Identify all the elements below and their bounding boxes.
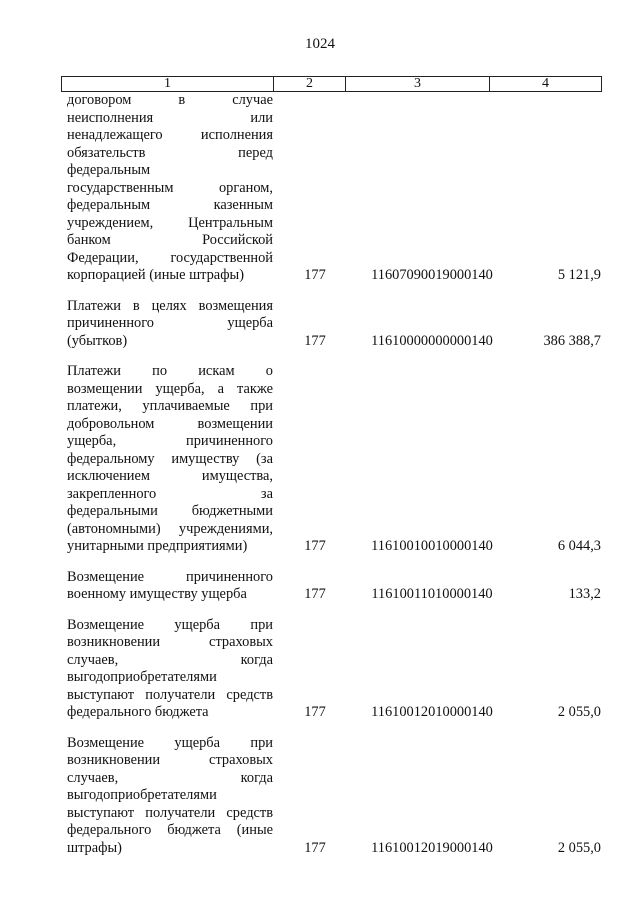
row-name-line: государственным органом, [67,179,273,196]
row-name-line: причиненного ущерба [67,315,273,331]
row-name-line: выгодоприобретателями [67,787,217,803]
row-amount: 2 055,0 [557,704,601,720]
table-row [61,617,601,722]
row-name-line: добровольном возмещении [67,415,273,432]
column-header-2: 2 [274,77,346,92]
row-admin-code: 177 [304,538,326,554]
row-name [61,363,273,556]
row-budget-code: 11610012019000140 [371,839,493,856]
row-name [61,617,273,722]
row-name-line: (автономными) учреждениями, [67,520,273,537]
row-name-line: ущерба, причиненного [67,433,273,449]
table-header [61,76,602,92]
row-name-line: федеральному имуществу (за [67,450,273,467]
row-name-line: обязательств перед [67,144,273,161]
row-budget-code: 11610012010000140 [371,704,493,720]
row-name-line: выступают получатели средств [67,686,273,703]
row-name-line: возмещении ущерба, а также [67,380,273,397]
row-name-line: (убытков) [67,332,128,349]
row-name-line: корпорацией (иные штрафы) [67,267,244,283]
row-name-line: выступают получатели средств [67,804,273,821]
row-name-line: возникновении страховых [67,634,273,650]
table-body [61,92,601,870]
row-admin-code: 177 [304,267,326,283]
row-admin-code: 177 [304,332,326,349]
row-name-line: случаев, когда [67,769,273,786]
row-name-line: исключением имущества, [67,468,273,484]
row-budget-code: 11610000000000140 [371,332,493,349]
row-name-line: Возмещение причиненного [67,568,273,585]
table-row [61,298,601,351]
row-amount: 386 388,7 [543,332,601,349]
column-header-4: 4 [490,77,602,92]
row-name-line: случаев, когда [67,651,273,668]
row-amount: 133,2 [568,586,601,602]
row-name [61,92,273,285]
row-amount: 5 121,9 [557,267,601,283]
row-name-line: Платежи в целях возмещения [67,297,273,314]
row-name-line: неисполнения или [67,109,273,126]
row-name-line: Возмещение ущерба при [67,734,273,751]
row-admin-code: 177 [304,704,326,720]
row-name-line: Платежи по искам о [67,363,273,379]
row-name-line: военному имуществу ущерба [67,586,247,602]
row-name-line: федеральными бюджетными [67,503,273,519]
row-name-line: федеральным казенным [67,197,273,213]
row-name-line: Федерации, государственной [67,249,273,266]
row-name-line: закрепленного за [67,485,273,502]
row-admin-code: 177 [304,586,326,602]
row-name-line: унитарными предприятиями) [67,538,248,554]
table-row [61,363,601,556]
column-header-3: 3 [346,77,490,92]
row-budget-code: 11607090019000140 [371,267,493,283]
page-number: 1024 [305,36,335,52]
row-amount: 2 055,0 [557,839,601,856]
row-name-line: ненадлежащего исполнения [67,127,273,143]
row-name-line: договором в случае [67,92,273,108]
row-name-line: возникновении страховых [67,752,273,768]
row-name-line: выгодоприобретателями [67,669,217,685]
table-row [61,735,601,858]
row-budget-code: 11610010010000140 [371,538,493,554]
row-name-line: федерального бюджета [67,704,209,720]
row-admin-code: 177 [304,839,326,856]
column-header-1: 1 [62,77,274,92]
row-name-line: федерального бюджета (иные [67,822,273,838]
table-row [61,569,601,604]
row-budget-code: 11610011010000140 [371,586,493,602]
row-name-line: учреждением, Центральным [67,214,273,231]
row-name-line: федеральным [67,162,151,178]
table-row [61,92,601,285]
row-amount: 6 044,3 [557,538,601,554]
row-name [61,298,273,351]
row-name-line: банком Российской [67,232,273,248]
row-name [61,735,273,858]
row-name-line: штрафы) [67,839,122,856]
row-name [61,569,273,604]
row-name-line: Возмещение ущерба при [67,616,273,633]
row-name-line: платежи, уплачиваемые при [67,398,273,414]
